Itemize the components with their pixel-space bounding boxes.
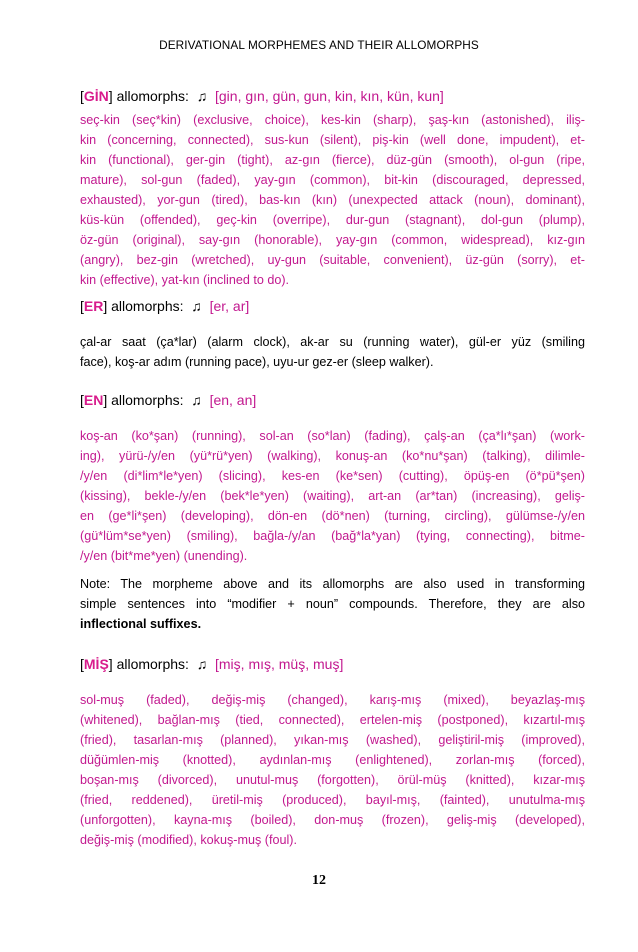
allomorphs-label: allomorphs: — [111, 298, 184, 314]
music-note-icon: ♫ — [191, 392, 202, 408]
text-line: kin (functional), ger-gin (tight), az-gın (fierce), düz-gün (smooth), ol-gun (ripe, — [80, 153, 585, 167]
running-header: DERIVATIONAL MORPHEMES AND THEIR ALLOMORPHS — [159, 38, 479, 52]
text-line: çal-ar saat (ça*lar) (alarm clock), ak-ar su (running water), gül-er yüz (smiling — [80, 335, 585, 349]
text-line: kin (concerning, connected), sus-kun (silent), piş-kin (well done, impudent), et- — [80, 133, 585, 147]
text-line: (gü*lüm*se*yen) (smiling), bağla-/y/an (bağ*la*yan) (tying, connecting), bitme- — [80, 529, 585, 543]
text-line: /y/en (di*lim*le*yen) (slicing), kes-en (ke*sen) (cutting), öpüş-en (ö*pü*şen) — [80, 469, 585, 483]
section-title-mis: [MİŞ] allomorphs: ♫ [miş, mış, müş, muş] — [80, 656, 344, 672]
text-line: (fried, reddened), üretil-miş (produced), bayıl-mış, (fainted), unutulma-mış — [80, 793, 585, 807]
section-title-gin: [GİN] allomorphs: ♫ [gin, gın, gün, gun, kin, kın, kün, kun] — [80, 88, 444, 104]
allomorphs-label: allomorphs: — [116, 656, 189, 672]
text-line: /y/en (bit*me*yen) (unending). — [80, 549, 248, 563]
allomorphs-label: allomorphs: — [116, 88, 189, 104]
morpheme-tag-mis: MİŞ — [83, 656, 109, 672]
allomorphs-label: allomorphs: — [111, 392, 184, 408]
page-number: 12 — [312, 873, 326, 888]
text-line: face), koş-ar adım (running pace), uyu-ur gez-er (sleep walker). — [80, 355, 434, 369]
text-line: exhausted), yor-gun (tired), bas-kın (kın) (unexpected attack (noun), dominant), — [80, 193, 585, 207]
section-title-er: [ER] allomorphs: ♫ [er, ar] — [80, 298, 250, 314]
paragraph-en — [80, 426, 585, 566]
text-line: öz-gün (original), say-gın (honorable), yay-gın (common, widespread), kız-gın — [80, 233, 585, 247]
music-note-icon: ♫ — [191, 298, 202, 314]
text-line: en (ge*li*şen) (developing), dön-en (dö*nen) (turning, circling), gülümse-/y/en — [80, 509, 585, 523]
text-line: küs-kün (offended), geç-kin (overripe), dur-gun (stagnant), dol-gun (plump), — [80, 213, 585, 227]
morpheme-tag-en: EN — [83, 392, 104, 408]
paragraph-er — [80, 332, 585, 372]
text-line: (fried), tasarlan-mış (planned), yıkan-mış (washed), geliştiril-miş (improved), — [80, 733, 585, 747]
music-note-icon: ♫ — [196, 88, 208, 104]
note-line: inflectional suffixes. — [80, 617, 202, 631]
text-line: değiş-miş (modified), kokuş-muş (foul). — [80, 833, 297, 847]
text-line: mature), sol-gun (faded), yay-gın (common), bit-kin (discouraged, depressed, — [80, 173, 585, 187]
note-paragraph — [80, 574, 585, 634]
text-line: ing), yürü-/y/en (yü*rü*yen) (walking), konuş-an (ko*nu*şan) (talking), dilimle- — [80, 449, 585, 463]
text-line: (whitened), bağlan-mış (tied, connected), ertelen-miş (postponed), kızartıl-mış — [80, 713, 585, 727]
text-line: koş-an (ko*şan) (running), sol-an (so*lan) (fading), çalş-an (ça*lı*şan) (work- — [80, 429, 585, 443]
section-title-en: [EN] allomorphs: ♫ [en, an] — [80, 392, 257, 408]
text-line: seç-kin (seç*kin) (exclusive, choice), kes-kin (sharp), şaş-kın (astonished), iliş- — [80, 113, 585, 127]
allomorph-list-er: [er, ar] — [209, 298, 250, 314]
paragraph-mis — [80, 690, 585, 850]
note-line: Note: The morpheme above and its allomorphs are also used in transforming — [80, 577, 585, 591]
allomorph-list-en: [en, an] — [209, 392, 257, 408]
text-line: sol-muş (faded), değiş-miş (changed), karış-mış (mixed), beyazlaş-mış — [80, 693, 585, 707]
music-note-icon: ♫ — [196, 656, 208, 672]
paragraph-gin — [80, 110, 585, 290]
text-line: düğümlen-miş (knotted), aydınlan-mış (enlightened), zorlan-mış (forced), — [80, 753, 585, 767]
text-line: kin (effective), yat-kın (inclined to do). — [80, 273, 290, 287]
allomorph-list-mis: [miş, mış, müş, muş] — [215, 656, 344, 672]
text-line: boşan-mış (divorced), unutul-muş (forgotten), örül-müş (knitted), kızar-mış — [80, 773, 585, 787]
allomorph-list-gin: [gin, gın, gün, gun, kin, kın, kün, kun] — [215, 88, 444, 104]
text-line: (angry), bez-gin (wretched), uy-gun (suitable, convenient), üz-gün (sorry), et- — [80, 253, 585, 267]
morpheme-tag-er: ER — [83, 298, 104, 314]
morpheme-tag-gin: GİN — [83, 88, 109, 104]
text-line: (unforgotten), kayna-mış (boiled), don-muş (frozen), geliş-miş (developed), — [80, 813, 585, 827]
text-line: (kissing), bekle-/y/en (bek*le*yen) (waiting), art-an (ar*tan) (increasing), geliş- — [80, 489, 585, 503]
note-line: simple sentences into “modifier + noun” compounds. Therefore, they are also — [80, 597, 585, 611]
